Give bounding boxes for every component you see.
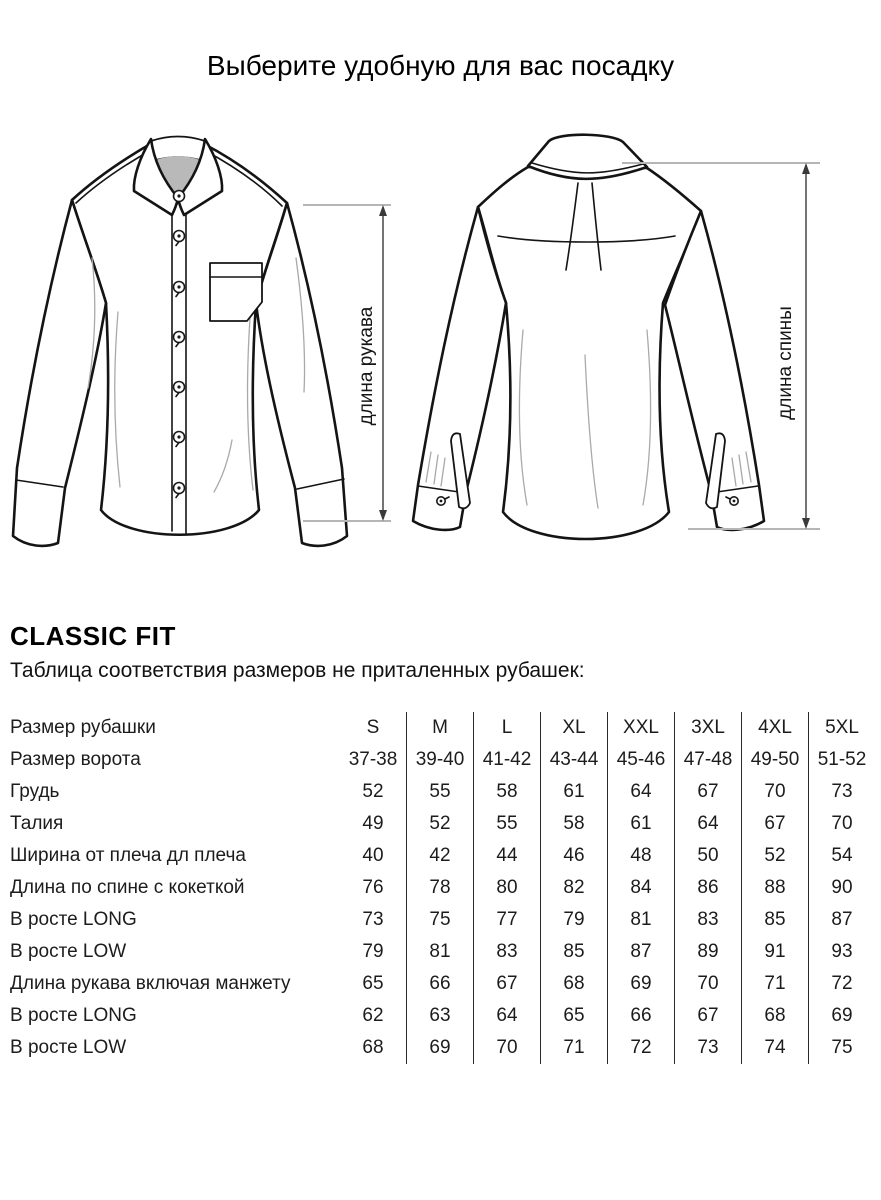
cell: 76	[362, 877, 384, 898]
cell: 70	[675, 968, 742, 1000]
arrow-down-icon	[802, 518, 810, 529]
row-label: Размер рубашки	[10, 717, 156, 738]
cell: 87	[608, 936, 675, 968]
cell: 70	[809, 808, 876, 840]
cell: 39-40	[407, 744, 474, 776]
front-pocket	[210, 263, 262, 321]
sleeve-length-label: длина рукава	[356, 306, 377, 426]
row-label: Длина по спине с кокеткой	[10, 877, 245, 898]
cell: 66	[407, 968, 474, 1000]
table-row	[10, 712, 875, 744]
cell: 64	[675, 808, 742, 840]
cell: 61	[608, 808, 675, 840]
cell: 52	[362, 781, 384, 802]
cell: 84	[608, 872, 675, 904]
cell: 71	[541, 1032, 608, 1064]
cell: 47-48	[675, 744, 742, 776]
cell: 67	[675, 776, 742, 808]
table-row	[10, 1000, 875, 1032]
cell: 77	[474, 904, 541, 936]
cell: 81	[608, 904, 675, 936]
cell: L	[474, 712, 541, 744]
row-label: В росте LOW	[10, 941, 127, 962]
table-row	[10, 776, 875, 808]
cell: 86	[675, 872, 742, 904]
cell: 78	[407, 872, 474, 904]
table-row	[10, 808, 875, 840]
cell: 74	[742, 1032, 809, 1064]
cell: 5XL	[809, 712, 876, 744]
row-label: В росте LONG	[10, 909, 137, 930]
cell: 73	[809, 776, 876, 808]
cell: 85	[541, 936, 608, 968]
cell: 82	[541, 872, 608, 904]
cell: 71	[742, 968, 809, 1000]
cell: 93	[809, 936, 876, 968]
back-body	[478, 167, 701, 539]
cell: 50	[675, 840, 742, 872]
table-row	[10, 968, 875, 1000]
table-row	[10, 1032, 875, 1064]
cell: 72	[608, 1032, 675, 1064]
cell: 67	[474, 968, 541, 1000]
cell: XXL	[608, 712, 675, 744]
cell: 3XL	[675, 712, 742, 744]
cell: 54	[809, 840, 876, 872]
cell: 58	[474, 776, 541, 808]
cell: 79	[362, 941, 384, 962]
cell: 68	[541, 968, 608, 1000]
cell: 73	[362, 909, 384, 930]
cell: 64	[608, 776, 675, 808]
cell: 41-42	[474, 744, 541, 776]
cell: 70	[742, 776, 809, 808]
cell: 67	[742, 808, 809, 840]
cell: 79	[541, 904, 608, 936]
row-label: Талия	[10, 813, 64, 834]
cell: 55	[474, 808, 541, 840]
row-label: Размер ворота	[10, 749, 141, 770]
front-shirt-drawing	[13, 137, 347, 546]
cell: 45-46	[608, 744, 675, 776]
row-label: В росте LONG	[10, 1005, 137, 1026]
cell: 37-38	[348, 749, 398, 770]
row-label: Длина рукава включая манжету	[10, 973, 291, 994]
front-right-sleeve	[256, 203, 347, 546]
cell: 63	[407, 1000, 474, 1032]
section-heading: CLASSIC FIT	[10, 621, 176, 651]
cell: 83	[474, 936, 541, 968]
cell: 70	[474, 1032, 541, 1064]
cell: 4XL	[742, 712, 809, 744]
row-label: Ширина от плеча дл плеча	[10, 845, 246, 866]
cell: M	[407, 712, 474, 744]
cell: 43-44	[541, 744, 608, 776]
cell: 67	[675, 1000, 742, 1032]
cell: 88	[742, 872, 809, 904]
cell: 85	[742, 904, 809, 936]
cell: 75	[809, 1032, 876, 1064]
cell: XL	[541, 712, 608, 744]
row-label: В росте LOW	[10, 1037, 127, 1058]
cell: 51-52	[809, 744, 876, 776]
cell: 73	[675, 1032, 742, 1064]
cell: 89	[675, 936, 742, 968]
cell: 69	[608, 968, 675, 1000]
cell: 68	[742, 1000, 809, 1032]
cell: 58	[541, 808, 608, 840]
size-table	[10, 712, 875, 1064]
table-row	[10, 936, 875, 968]
section-subtitle: Таблица соответствия размеров не приталенных рубашек:	[10, 659, 585, 682]
page-title: Выберите удобную для вас посадку	[206, 50, 675, 81]
cell: 55	[407, 776, 474, 808]
cell: 81	[407, 936, 474, 968]
cell: 65	[541, 1000, 608, 1032]
cell: 40	[362, 845, 384, 866]
cell: S	[366, 717, 380, 738]
back-collar	[528, 135, 647, 179]
table-row	[10, 744, 875, 776]
cell: 69	[809, 1000, 876, 1032]
cell: 91	[742, 936, 809, 968]
row-label: Грудь	[10, 781, 60, 802]
cell: 61	[541, 776, 608, 808]
cell: 62	[362, 1005, 384, 1026]
cell: 90	[809, 872, 876, 904]
cell: 52	[407, 808, 474, 840]
cell: 66	[608, 1000, 675, 1032]
cell: 80	[474, 872, 541, 904]
cell: 64	[474, 1000, 541, 1032]
cell: 72	[809, 968, 876, 1000]
table-row	[10, 840, 875, 872]
cell: 48	[608, 840, 675, 872]
cell: 69	[407, 1032, 474, 1064]
cell: 75	[407, 904, 474, 936]
table-row	[10, 904, 875, 936]
cell: 83	[675, 904, 742, 936]
cell: 46	[541, 840, 608, 872]
cell: 49	[362, 813, 384, 834]
arrow-up-icon	[802, 163, 810, 174]
back-length-label: длина спины	[775, 306, 796, 420]
arrow-down-icon	[379, 510, 387, 521]
cell: 65	[362, 973, 384, 994]
table-row	[10, 872, 875, 904]
cell: 44	[474, 840, 541, 872]
back-shirt-drawing	[413, 135, 764, 539]
cell: 42	[407, 840, 474, 872]
cell: 68	[362, 1037, 384, 1058]
cell: 52	[742, 840, 809, 872]
arrow-up-icon	[379, 205, 387, 216]
cell: 87	[809, 904, 876, 936]
cell: 49-50	[742, 744, 809, 776]
